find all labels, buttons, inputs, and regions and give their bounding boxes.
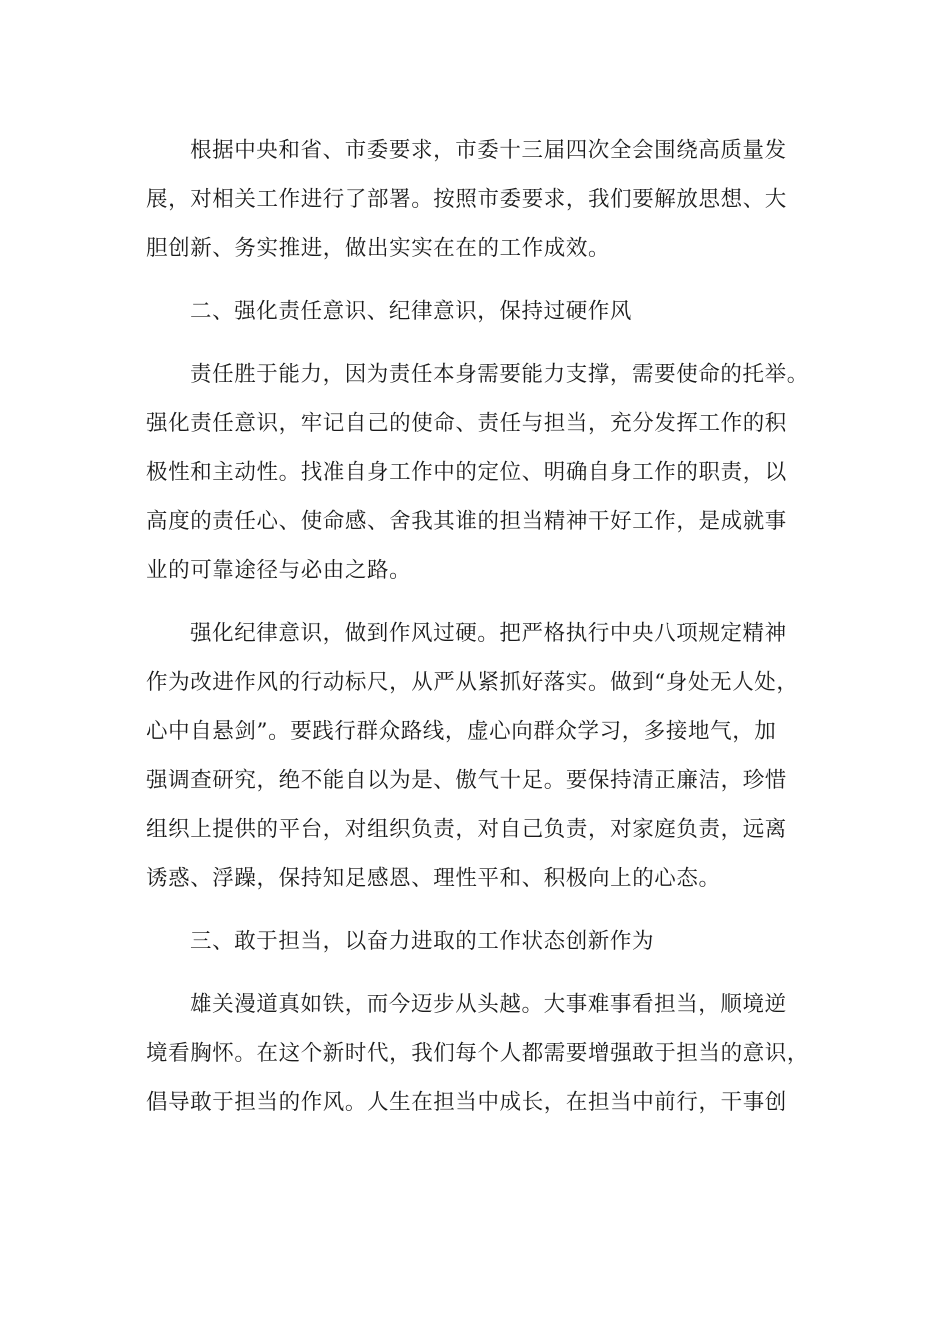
paragraph-3-line-3: 心中自悬剑”。要践行群众路线，虚心向群众学习，多接地气，加 xyxy=(146,719,777,744)
section-heading-2: 二、强化责任意识、纪律意识，保持过硬作风 xyxy=(190,299,633,324)
section-heading-3: 三、敢于担当，以奋力进取的工作状态创新作为 xyxy=(190,929,655,954)
paragraph-3-line-1: 强化纪律意识，做到作风过硬。把严格执行中央八项规定精神 xyxy=(190,621,787,646)
paragraph-2-line-3: 极性和主动性。找准自身工作中的定位、明确自身工作的职责，以 xyxy=(146,460,787,485)
paragraph-4-line-2: 境看胸怀。在这个新时代，我们每个人都需要增强敢于担当的意识， xyxy=(146,1041,810,1066)
paragraph-2-line-1: 责任胜于能力，因为责任本身需要能力支撑，需要使命的托举。 xyxy=(190,362,809,387)
paragraph-3-line-5: 组织上提供的平台，对组织负责，对自己负责，对家庭负责，远离 xyxy=(146,817,787,842)
paragraph-1-line-2: 展，对相关工作进行了部署。按照市委要求，我们要解放思想、大 xyxy=(146,187,787,212)
paragraph-4-line-1: 雄关漫道真如铁，而今迈步从头越。大事难事看担当，顺境逆 xyxy=(190,992,787,1017)
paragraph-1-line-1: 根据中央和省、市委要求，市委十三届四次全会围绕高质量发 xyxy=(190,138,787,163)
paragraph-1-line-3: 胆创新、务实推进，做出实实在在的工作成效。 xyxy=(146,236,611,261)
paragraph-3-line-2: 作为改进作风的行动标尺，从严从紧抓好落实。做到“身处无人处， xyxy=(146,670,799,695)
paragraph-2-line-4: 高度的责任心、使命感、舍我其谁的担当精神干好工作，是成就事 xyxy=(146,509,787,534)
paragraph-2-line-5: 业的可靠途径与必由之路。 xyxy=(146,558,412,583)
paragraph-3-line-4: 强调查研究，绝不能自以为是、傲气十足。要保持清正廉洁，珍惜 xyxy=(146,768,787,793)
paragraph-3-line-6: 诱惑、浮躁，保持知足感恩、理性平和、积极向上的心态。 xyxy=(146,866,721,891)
paragraph-2-line-2: 强化责任意识，牢记自己的使命、责任与担当，充分发挥工作的积 xyxy=(146,411,787,436)
paragraph-4-line-3: 倡导敢于担当的作风。人生在担当中成长，在担当中前行，干事创 xyxy=(146,1090,787,1115)
